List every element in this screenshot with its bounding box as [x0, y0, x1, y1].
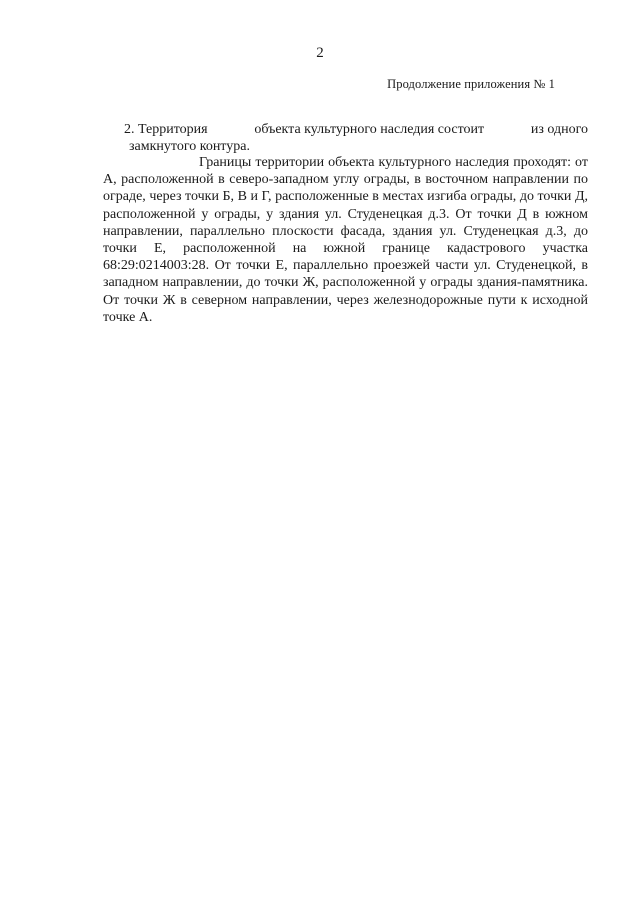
- item-phrase-one: из одного: [530, 122, 588, 137]
- territory-item-lead: [124, 121, 208, 138]
- page-number: 2: [316, 45, 324, 61]
- territory-item-second-line: замкнутого контура.: [129, 139, 250, 155]
- territory-item: [103, 121, 588, 155]
- item-number: 2.: [124, 122, 135, 137]
- item-word-territory: Территория: [138, 122, 208, 137]
- territory-item-first-line: [103, 121, 588, 138]
- appendix-continuation-note: Продолжение приложения № 1: [387, 77, 555, 91]
- boundary-description-paragraph: Границы территории объекта культурного наследия проходят: от А, расположенной в северо-западном углу ограды, в восточном направлении по ограде, через точки Б, В и Г, расположенные в местах изгиба ограды, до точки Д, расположенной у ограды, у здания ул. Студенецкая д.3. От точки Д в южном направлении, параллельно плоскости фасада, здания ул. Студенецкая д.3, до точки Е, расположенной на южной границе кадастрового участка 68:29:0214003:28. От точки Е, параллельно проезжей части ул. Студенецкой, в западном направлении, до точки Ж, расположенной у ограды здания-памятника. От точки Ж в северном направлении, через железнодорожные пути к исходной точке А.: [103, 155, 588, 325]
- item-phrase-object: объекта культурного наследия состоит: [254, 122, 485, 137]
